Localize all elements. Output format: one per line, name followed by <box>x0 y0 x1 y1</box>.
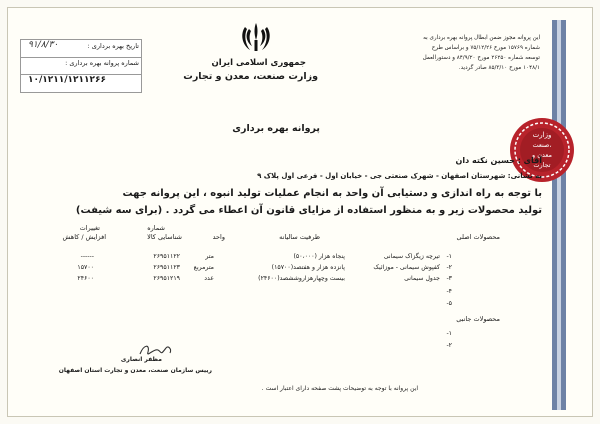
header-change-top: تغییرات <box>79 224 100 232</box>
date-handwritten: ۹۱/۸/۳۰ <box>28 40 59 50</box>
row-num: ۳- <box>446 275 452 282</box>
note-line: ۱۰۴۸/۱ مورخ ۸۵/۳/۱۰ صادر گردید. <box>458 65 540 71</box>
side-row-num: ۱- <box>446 330 452 337</box>
row-unit: عدد <box>204 275 214 282</box>
row-code: ۲۶۹۵۱۱۲۲ <box>153 253 180 260</box>
ribbon-decoration <box>552 20 566 410</box>
row-num: ۵- <box>446 300 452 307</box>
document-title: پروانه بهره برداری <box>232 123 320 134</box>
number-label: شماره پروانه بهره برداری : <box>65 59 139 67</box>
signatory-title: رییس سازمان صنعت، معدن و تجارت استان اصفهان <box>58 367 212 374</box>
seal-text: معدن و <box>531 151 553 159</box>
emblem-icon <box>238 20 274 56</box>
row-num: ۴- <box>446 288 452 295</box>
statement-line: تولید محصولات زیر و به منظور استفاده از مزایای قانون آن اعطاء می گردد . (برای سه شیفت) <box>75 205 542 216</box>
ministry-name: وزارت صنعت، معدن و تجارت <box>183 71 318 82</box>
row-code: ۲۶۹۵۱۲۱۹ <box>153 275 180 282</box>
signatory-name: مظفر انصاری <box>120 356 162 363</box>
header-unit: واحد <box>212 233 225 241</box>
note-line: شماره ۱۵۷۶۹ مورخ ۷۵/۱۲/۲۶ و براساس طرح <box>431 45 540 51</box>
date-label: تاریخ بهره برداری : <box>87 42 139 50</box>
header-code: شناسایی کالا <box>147 233 182 241</box>
row-name: تیرچه زیگزاک سیمانی <box>383 253 440 260</box>
header-change: افزایش / کاهش <box>62 233 106 241</box>
row-unit: متر <box>205 253 214 260</box>
holder-address: به نشانی: شهرستان اصفهان - شهرک صنعتی جی - خیابان اول - فرعی اول پلاک ۹ <box>257 172 542 180</box>
row-change: ۱۵۷۰۰ <box>77 264 94 271</box>
header-capacity: ظرفیت سالیانه <box>279 233 320 241</box>
header-products: محصولات اصلی <box>456 233 500 241</box>
row-capacity: پانزده هزار و هفتصد(۱۵۷۰۰) <box>271 264 345 271</box>
side-products-title: محصولات جانبی <box>456 315 500 323</box>
row-capacity: پنجاه هزار (۵۰،۰۰۰) <box>293 253 345 260</box>
statement-line: با توجه به راه اندازی و دستیابی آن واحد به انجام عملیات تولید انبوه ، این پروانه جهت <box>122 188 542 199</box>
row-change: ------ <box>80 253 94 260</box>
row-name: جدول سیمانی <box>404 275 440 282</box>
seal-text: وزارت <box>532 131 552 139</box>
row-code: ۲۶۹۵۱۱۲۳ <box>153 264 180 271</box>
row-name: کفپوش سیمانی - موزائیک <box>373 264 440 271</box>
holder-name: آقای : حسین نکته دان <box>455 156 542 165</box>
row-num: ۲- <box>446 264 452 271</box>
row-unit: مترمربع <box>193 264 214 271</box>
seal-text: تجارت <box>533 161 551 169</box>
note-line: توسعه شماره ۲۶۲۵۰ مورخ ۸۴/۹/۲۰ و دستورالعمل <box>422 55 540 61</box>
header-code-top: شماره <box>147 224 165 232</box>
row-num: ۱- <box>446 253 452 260</box>
footer-note: این پروانه با توجه به توضیحات پشت صفحه دارای اعتبار است . <box>261 385 418 392</box>
note-line: این پروانه مجوز ضمن ابطال پروانه بهره برداری به <box>423 35 540 41</box>
row-change: ۲۴۶۰۰ <box>77 275 94 282</box>
side-row-num: ۲- <box>446 342 452 349</box>
row-capacity: بیست وچهارهزاروششصد(۲۴۶۰۰) <box>258 275 345 282</box>
seal-text: صنعت، <box>532 141 552 149</box>
country-name: جمهوری اسلامی ایران <box>211 58 306 68</box>
license-number: ۱۰/۱۲۱۱/۱۲۱۱۲۶۶ <box>28 75 106 85</box>
